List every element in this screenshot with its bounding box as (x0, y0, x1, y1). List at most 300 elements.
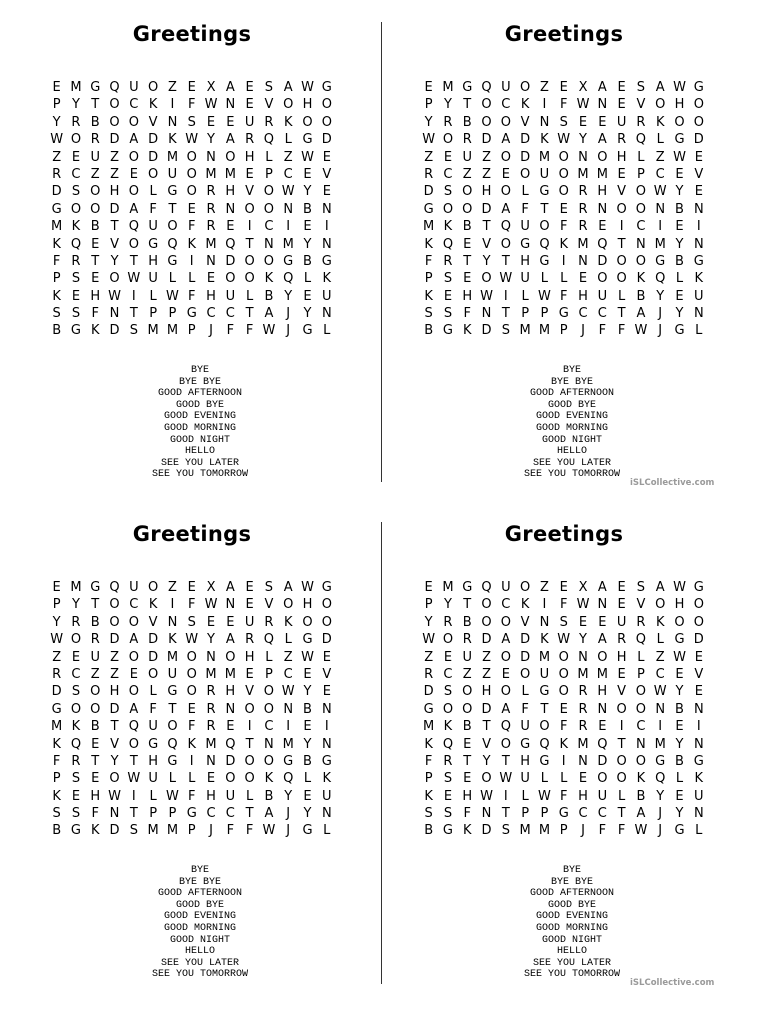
grid-letter: H (225, 684, 236, 700)
grid-letter: O (616, 271, 627, 287)
grid-letter: B (303, 753, 312, 769)
grid-letter: Q (128, 219, 139, 235)
grid-letter: D (321, 632, 332, 648)
grid-letter: G (186, 806, 197, 822)
grid-letter: J (209, 323, 213, 339)
grid-letter: O (635, 701, 647, 717)
grid-letter: E (617, 597, 626, 613)
grid-letter: O (481, 114, 492, 130)
grid-letter: R (206, 201, 216, 217)
grid-letter: Y (424, 114, 433, 130)
grid-letter: U (148, 719, 158, 735)
grid-letter: C (597, 306, 607, 322)
grid-letter: Y (443, 597, 452, 613)
grid-letter: B (90, 614, 100, 630)
grid-letter: M (654, 236, 666, 252)
grid-letter: N (693, 806, 704, 822)
grid-letter: S (52, 806, 61, 822)
word-list-item: GOOD BYE (175, 399, 224, 411)
grid-letter: E (226, 219, 235, 235)
grid-letter: K (90, 823, 100, 839)
grid-letter: E (598, 114, 607, 130)
grid-letter: E (675, 719, 684, 735)
grid-letter: M (205, 736, 217, 752)
word-list-item: BYE BYE (178, 376, 221, 388)
grid-letter: E (206, 771, 216, 787)
grid-letter: T (482, 219, 491, 235)
grid-letter: T (91, 597, 100, 613)
grid-letter: W (204, 97, 218, 113)
grid-letter: R (617, 632, 627, 648)
grid-letter: Q (500, 219, 511, 235)
grid-letter: Z (52, 149, 62, 165)
grid-letter: N (206, 753, 216, 769)
grid-letter: G (693, 753, 704, 769)
grid-letter: O (616, 253, 627, 269)
grid-letter: Z (482, 649, 491, 665)
grid-letter: U (322, 788, 332, 804)
grid-letter: O (500, 114, 511, 130)
grid-letter: O (558, 666, 569, 682)
grid-letter: E (578, 271, 588, 287)
grid-letter: W (634, 323, 648, 339)
word-list-item: GOOD BYE (175, 899, 224, 911)
grid-letter: G (283, 753, 294, 769)
grid-letter: B (462, 219, 472, 235)
grid-letter: T (501, 253, 510, 269)
grid-letter: P (559, 823, 568, 839)
grid-letter: E (443, 649, 453, 665)
grid-letter: V (148, 114, 158, 130)
grid-letter: D (109, 132, 120, 148)
grid-letter: T (129, 253, 138, 269)
grid-letter: E (675, 219, 684, 235)
grid-letter: O (500, 236, 511, 252)
grid-letter: N (597, 701, 608, 717)
grid-letter: Q (263, 132, 275, 148)
grid-letter: O (635, 684, 647, 700)
grid-letter: H (302, 597, 313, 613)
grid-letter: C (501, 597, 511, 613)
grid-letter: C (264, 219, 274, 235)
grid-row (419, 683, 719, 700)
grid-letter: I (131, 788, 136, 804)
grid-letter: L (617, 788, 626, 804)
grid-letter: W (576, 597, 590, 613)
grid-letter: S (501, 323, 510, 339)
grid-letter: S (559, 114, 568, 130)
grid-letter: E (91, 771, 100, 787)
grid-row (47, 631, 347, 648)
grid-letter: Y (110, 253, 119, 269)
grid-letter: W (281, 684, 295, 700)
grid-letter: R (206, 719, 216, 735)
word-list-item: GOOD MORNING (535, 922, 608, 934)
grid-letter: R (617, 132, 627, 148)
grid-letter: O (539, 719, 550, 735)
grid-letter: R (264, 114, 274, 130)
grid-letter: K (187, 236, 196, 252)
worksheet-title: Greetings (132, 522, 252, 546)
grid-letter: H (616, 649, 627, 665)
grid-letter: O (70, 632, 82, 648)
grid-letter: P (636, 666, 645, 682)
grid-letter: U (225, 288, 236, 304)
grid-letter: S (52, 306, 61, 322)
grid-letter: F (187, 719, 196, 735)
grid-row (419, 79, 719, 96)
grid-letter: H (597, 684, 608, 700)
grid-letter: E (303, 666, 312, 682)
grid-row (47, 131, 347, 148)
grid-letter: R (578, 219, 588, 235)
grid-letter: K (322, 771, 332, 787)
grid-letter: A (129, 132, 139, 148)
grid-letter: K (559, 236, 568, 252)
grid-letter: G (462, 80, 473, 95)
grid-letter: H (206, 288, 216, 304)
grid-letter: Q (635, 132, 647, 148)
grid-row (419, 701, 719, 718)
grid-letter: N (321, 736, 332, 752)
grid-letter: R (443, 253, 453, 269)
grid-letter: P (149, 306, 158, 322)
grid-letter: A (655, 580, 665, 595)
grid-row (419, 288, 719, 305)
grid-letter: O (462, 701, 473, 717)
grid-letter: M (423, 719, 435, 735)
grid-letter: H (462, 788, 473, 804)
word-list-item: HELLO (184, 946, 215, 958)
grid-letter: T (617, 236, 626, 252)
grid-letter: N (321, 701, 332, 717)
grid-letter: R (52, 166, 62, 182)
grid-letter: L (149, 684, 157, 700)
grid-letter: X (206, 80, 216, 95)
grid-letter: O (481, 271, 492, 287)
grid-letter: E (322, 649, 331, 665)
grid-letter: E (559, 80, 568, 95)
grid-letter: Y (675, 236, 684, 252)
grid-letter: S (443, 771, 453, 787)
grid-letter: M (70, 80, 82, 95)
grid-letter: K (520, 597, 530, 613)
grid-letter: O (70, 201, 82, 217)
grid-letter: D (148, 132, 159, 148)
grid-letter: N (693, 201, 704, 217)
grid-letter: O (90, 184, 101, 200)
grid-row (419, 614, 719, 631)
grid-letter: O (109, 271, 120, 287)
grid-letter: O (558, 649, 569, 665)
grid-letter: S (187, 114, 196, 130)
grid-letter: X (578, 80, 588, 95)
grid-letter: W (653, 184, 667, 200)
grid-letter: W (653, 684, 667, 700)
grid-letter: D (693, 132, 704, 148)
grid-letter: O (693, 97, 704, 113)
grid-row (47, 149, 347, 166)
grid-letter: E (187, 701, 196, 717)
grid-letter: H (302, 97, 313, 113)
grid-letter: L (303, 771, 312, 787)
grid-letter: Y (207, 632, 215, 648)
grid-letter: O (128, 149, 139, 165)
grid-letter: E (675, 288, 684, 304)
grid-letter: L (540, 271, 549, 287)
grid-letter: L (521, 684, 529, 700)
grid-letter: U (520, 771, 530, 787)
grid-letter: O (616, 771, 627, 787)
grid-letter: G (674, 823, 685, 839)
word-list-item: SEE YOU LATER (532, 957, 611, 969)
grid-letter: L (168, 271, 177, 287)
grid-letter: O (90, 701, 101, 717)
grid-letter: H (109, 184, 120, 200)
grid-letter: P (52, 597, 61, 613)
grid-letter: B (90, 114, 100, 130)
grid-letter: R (462, 132, 472, 148)
grid-letter: Y (71, 597, 80, 613)
grid-letter: D (51, 684, 62, 700)
grid-letter: K (71, 219, 81, 235)
grid-letter: G (655, 753, 666, 769)
grid-letter: N (693, 736, 704, 752)
grid-letter: N (167, 114, 178, 130)
grid-letter: U (167, 166, 178, 182)
grid-letter: E (71, 149, 81, 165)
grid-row (419, 183, 719, 200)
grid-letter: G (693, 80, 704, 95)
word-list-item: HELLO (556, 446, 587, 458)
grid-letter: V (520, 114, 530, 130)
grid-letter: C (578, 306, 588, 322)
grid-letter: D (423, 684, 434, 700)
grid-letter: L (284, 632, 292, 648)
grid-letter: K (283, 614, 293, 630)
grid-letter: D (481, 323, 492, 339)
grid-letter: F (559, 719, 568, 735)
grid-letter: W (185, 632, 199, 648)
grid-letter: Q (635, 632, 647, 648)
grid-letter: Y (482, 753, 491, 769)
grid-letter: W (301, 580, 314, 595)
grid-letter: H (90, 288, 101, 304)
grid-letter: O (321, 614, 332, 630)
grid-letter: I (542, 97, 547, 113)
grid-letter: L (149, 288, 157, 304)
grid-letter: U (462, 649, 472, 665)
grid-row (419, 805, 719, 822)
grid-letter: K (559, 736, 568, 752)
grid-letter: Q (167, 736, 178, 752)
grid-letter: E (71, 788, 81, 804)
grid-letter: T (463, 97, 472, 113)
grid-letter: Z (424, 149, 434, 165)
grid-letter: R (206, 219, 216, 235)
grid-letter: E (187, 80, 196, 95)
grid-letter: O (283, 97, 294, 113)
grid-letter: E (443, 288, 453, 304)
grid-letter: M (442, 80, 454, 95)
grid-letter: D (520, 649, 531, 665)
grid-letter: O (148, 580, 159, 595)
word-list-item: GOOD EVENING (163, 911, 236, 923)
grid-row (419, 322, 719, 339)
grid-letter: R (443, 614, 453, 630)
grid-letter: G (186, 306, 197, 322)
grid-letter: G (520, 236, 531, 252)
grid-letter: M (166, 323, 179, 339)
grid-letter: S (501, 823, 510, 839)
grid-letter: M (224, 166, 236, 182)
grid-letter: L (695, 823, 703, 839)
grid-letter: A (264, 806, 274, 822)
grid-letter: K (148, 97, 158, 113)
grid-letter: M (519, 323, 531, 339)
word-list-item: BYE (190, 865, 209, 876)
grid-letter: L (284, 132, 292, 148)
word-list-item: GOOD EVENING (535, 411, 608, 423)
grid-letter: U (129, 580, 139, 595)
grid-letter: Z (655, 649, 665, 665)
word-list-item: SEE YOU LATER (160, 457, 239, 469)
grid-letter: F (617, 323, 626, 339)
grid-letter: N (225, 701, 236, 717)
grid-letter: G (539, 253, 550, 269)
grid-letter: U (501, 80, 511, 95)
grid-letter: L (521, 288, 529, 304)
grid-letter: O (558, 149, 569, 165)
grid-letter: N (167, 614, 178, 630)
grid-letter: E (617, 80, 626, 95)
grid-letter: I (542, 597, 547, 613)
grid-letter: E (694, 684, 703, 700)
grid-letter: O (635, 753, 647, 769)
grid-letter: Y (303, 184, 312, 200)
grid-letter: E (91, 236, 100, 252)
grid-letter: G (90, 580, 101, 595)
grid-letter: O (442, 201, 454, 217)
grid-letter: M (442, 580, 454, 595)
grid-letter: M (577, 736, 589, 752)
grid-letter: O (674, 114, 685, 130)
grid-letter: L (265, 649, 273, 665)
grid-letter: B (264, 288, 274, 304)
grid-letter: Z (482, 149, 491, 165)
grid-row (47, 253, 347, 270)
grid-letter: T (129, 753, 138, 769)
grid-letter: S (71, 771, 81, 787)
grid-letter: L (540, 771, 549, 787)
grid-letter: D (693, 632, 704, 648)
grid-letter: G (70, 823, 81, 839)
grid-letter: O (186, 684, 197, 700)
grid-letter: Z (283, 149, 293, 165)
grid-letter: K (187, 736, 196, 752)
grid-row (47, 201, 347, 218)
grid-letter: E (206, 114, 216, 130)
grid-letter: M (577, 166, 589, 182)
grid-letter: L (656, 132, 664, 148)
grid-letter: N (655, 201, 666, 217)
grid-letter: O (90, 201, 101, 217)
grid-letter: W (50, 632, 64, 648)
grid-letter: L (149, 788, 157, 804)
grid-letter: O (263, 201, 275, 217)
grid-letter: E (303, 788, 312, 804)
grid-letter: K (462, 823, 472, 839)
grid-letter: O (128, 614, 139, 630)
grid-letter: O (148, 166, 159, 182)
grid-letter: E (52, 80, 61, 95)
grid-letter: E (598, 614, 607, 630)
grid-letter: G (148, 236, 159, 252)
grid-letter: N (321, 236, 332, 252)
grid-letter: L (637, 649, 645, 665)
grid-letter: N (481, 306, 492, 322)
grid-letter: U (616, 114, 627, 130)
grid-letter: N (693, 306, 704, 322)
grid-letter: Y (284, 788, 293, 804)
grid-letter: N (578, 253, 588, 269)
grid-letter: O (481, 97, 492, 113)
worksheet-title: Greetings (132, 22, 252, 46)
grid-letter: T (110, 219, 119, 235)
grid-letter: K (148, 597, 158, 613)
grid-letter: O (500, 736, 511, 752)
grid-row (419, 649, 719, 666)
grid-letter: T (245, 806, 254, 822)
grid-letter: A (129, 201, 139, 217)
grid-letter: G (423, 201, 434, 217)
grid-letter: Q (500, 719, 511, 735)
grid-letter: Z (110, 666, 119, 682)
grid-letter: E (578, 771, 588, 787)
grid-letter: Y (303, 306, 312, 322)
word-list-item: SEE YOU LATER (160, 957, 239, 969)
grid-letter: I (619, 219, 624, 235)
grid-letter: M (423, 219, 435, 235)
grid-letter: V (636, 597, 646, 613)
grid-letter: C (71, 166, 81, 182)
grid-letter: T (501, 753, 510, 769)
grid-letter: D (109, 701, 120, 717)
grid-letter: H (674, 97, 685, 113)
grid-letter: O (225, 771, 236, 787)
grid-letter: S (443, 184, 453, 200)
grid-row (47, 183, 347, 200)
grid-letter: C (264, 719, 274, 735)
grid-letter: D (520, 132, 531, 148)
grid-letter: R (206, 701, 216, 717)
grid-letter: O (186, 184, 197, 200)
grid-letter: Q (539, 736, 550, 752)
grid-letter: U (148, 771, 158, 787)
grid-letter: N (578, 149, 588, 165)
grid-letter: F (91, 306, 99, 322)
grid-letter: P (424, 271, 433, 287)
grid-letter: G (70, 323, 81, 339)
grid-letter: F (52, 253, 61, 269)
grid-letter: U (597, 288, 608, 304)
grid-letter: K (52, 236, 61, 252)
word-list (372, 865, 768, 981)
grid-row (419, 822, 719, 839)
grid-letter: S (443, 684, 453, 700)
grid-letter: E (463, 771, 472, 787)
grid-letter: N (283, 701, 294, 717)
